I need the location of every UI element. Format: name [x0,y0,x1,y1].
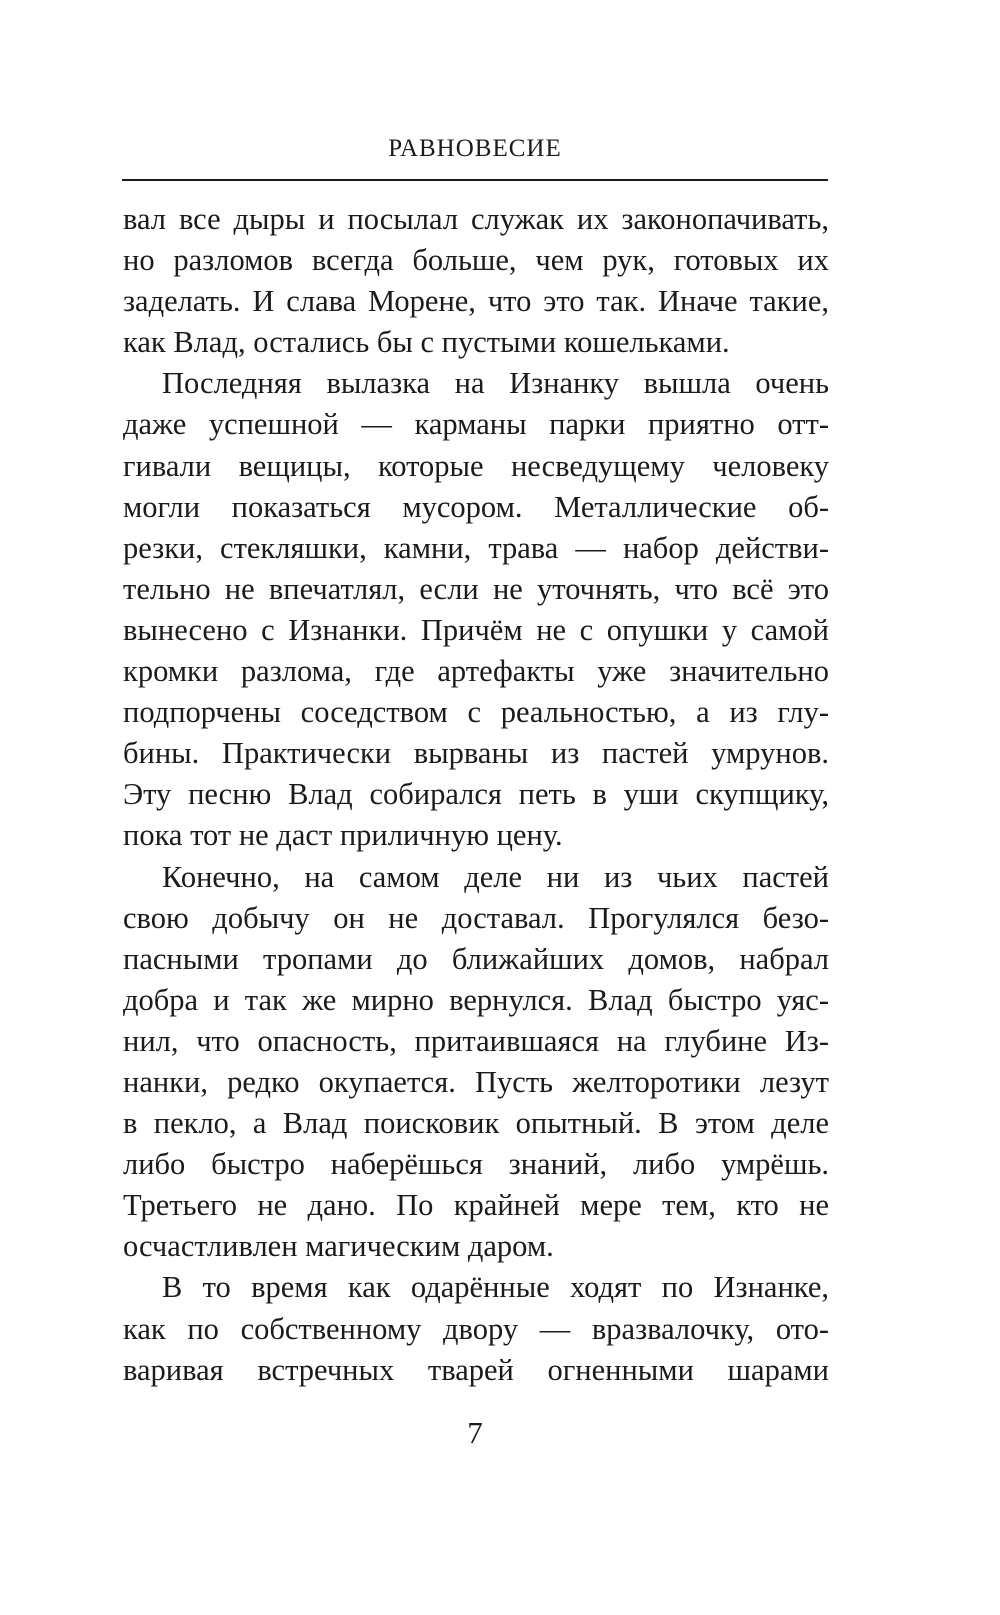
text-line: В то время как одарённые ходят по Изнанке, [162,1270,829,1305]
text-line: свою добычу он не доставал. Прогулялся безо- [123,900,829,935]
text-line: как по собственному двору — вразвалочку, ото- [123,1311,829,1346]
text-line: тельно не впечатлял, если не уточнять, что всё это [123,571,829,606]
text-line: Третьего не дано. По крайней мере тем, кто не [123,1188,829,1223]
text-line: как Влад, остались бы с пустыми кошельками. [123,325,730,360]
paragraph [123,857,829,1268]
text-line: резки, стекляшки, камни, трава — набор действи- [123,530,829,565]
text-line: варивая встречных тварей огненными шарами [123,1352,829,1387]
text-line: нанки, редко окупается. Пусть желторотики лезут [123,1064,829,1099]
text-line: Эту песню Влад собирался петь в уши скупщику, [123,777,829,812]
text-line: могли показаться мусором. Металлические об- [123,489,829,524]
text-line: вынесено с Изнанки. Причём не с опушки у самой [123,612,829,647]
text-line: либо быстро наберёшься знаний, либо умрёшь. [123,1147,829,1182]
body-text [123,199,829,1391]
paragraph [123,1267,829,1390]
text-line: но разломов всегда больше, чем рук, готовых их [123,243,829,278]
page-number: 7 [467,1415,483,1450]
text-line: кромки разлома, где артефакты уже значительно [123,654,829,689]
header-rule [122,179,828,181]
text-line: гивали вещицы, которые несведущему человеку [123,448,829,483]
text-line: подпорчены соседством с реальностью, а из глу- [123,695,829,730]
text-line: нил, что опасность, притаившаяся на глубине Из- [123,1023,829,1058]
running-head: РАВНОВЕСИЕ [388,135,562,162]
text-line: добра и так же мирно вернулся. Влад быстро уяс- [123,982,829,1017]
text-line: пасными тропами до ближайших домов, набрал [123,941,829,976]
text-line: заделать. И слава Морене, что это так. Иначе такие, [123,284,829,319]
text-line: даже успешной — карманы парки приятно отт- [123,407,829,442]
text-line: бины. Практически вырваны из пастей умрунов. [123,736,829,771]
text-line: пока тот не даст приличную цену. [123,818,563,853]
paragraph [123,199,829,363]
text-line: осчастливлен магическим даром. [123,1229,554,1264]
text-line: в пекло, а Влад поисковик опытный. В этом деле [123,1106,829,1141]
paragraph [123,363,829,856]
text-line: вал все дыры и посылал служак их законопачивать, [123,202,829,236]
text-line: Конечно, на самом деле ни из чьих пастей [162,859,829,894]
text-line: Последняя вылазка на Изнанку вышла очень [162,366,829,401]
